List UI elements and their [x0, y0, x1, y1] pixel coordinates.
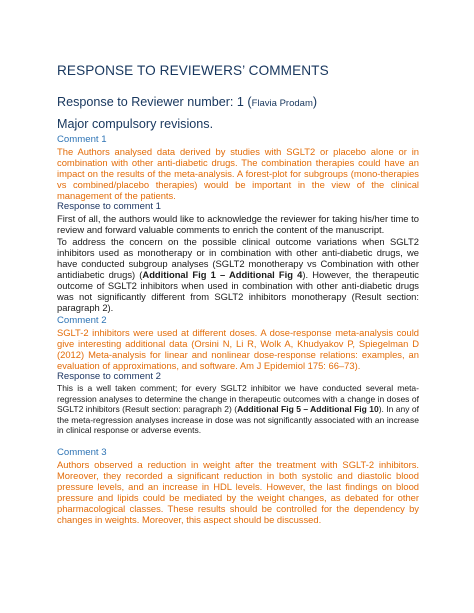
comment-1-label: Comment 1	[57, 134, 107, 145]
comment-3-label: Comment 3	[57, 447, 107, 458]
response-2-text-a: This is a well taken comment; for every SGLT2 inhibitor we have conducted several meta-regression analyses to determine the change in therapeutic outcomes with a change in doses of SGLT2 inhibitors (Result section: paragraph 2) (	[57, 383, 419, 415]
response-1-figure-ref: Additional Fig 1 – Additional Fig 4	[142, 269, 303, 281]
response-1-label: Response to comment 1	[57, 201, 161, 212]
comment-3-text: Authors observed a reduction in weight after the treatment with SGLT-2 inhibitors. Moreover, they recorded a significant reduction in both systolic and diastolic blood pressure levels, and an increase in HDL levels. However, the last findings on blood pressure and lipids could be mediated by the weight changes, as debated for other pharmacological classes. These results should be controlled for the dependency by changes in weights. Moreover, this aspect should be discussed.	[57, 459, 419, 526]
reviewer-heading-close: )	[312, 95, 318, 109]
comment-2-label: Comment 2	[57, 315, 107, 326]
reviewer-heading-text: Response to Reviewer number: 1 (	[57, 95, 252, 109]
reviewer-heading	[57, 95, 419, 109]
response-2-figure-ref: Additional Fig 5 – Additional Fig 10	[237, 404, 379, 415]
response-1-paragraph-2	[57, 236, 419, 313]
response-2-text-b: ). In any of the meta-regression analyses increase in dose was not significantly associated with an increase in clinical response or adverse events.	[57, 404, 419, 436]
response-1-paragraph-2-b: ). However, the therapeutic outcome of SGLT2 inhibitors when used in combination with other anti-diabetic drugs was not significantly different from SGLT2 inhibitors monotherapy (Result section: paragraph 2).	[57, 269, 419, 314]
section-heading: Major compulsory revisions.	[57, 117, 214, 131]
reviewer-name: Flavia Prodam	[251, 98, 313, 109]
response-1-paragraph-2-a: To address the concern on the possible clinical outcome variations when SGLT2 inhibitors used as monotherapy or in combination with other anti-diabetic drugs, we have conducted subgroup analyses (SGLT2 monotherapy vs Combination with other antidiabetic drugs) (	[57, 236, 419, 281]
response-1-paragraph-1: First of all, the authors would like to acknowledge the reviewer for taking his/her time to review and forward valuable comments to enrich the content of the manuscript.	[57, 213, 419, 236]
page-title: RESPONSE TO REVIEWERS’ COMMENTS	[57, 63, 329, 78]
comment-1-text: The Authors analysed data derived by studies with SGLT2 or placebo alone or in combination with other anti-diabetic drugs. The combination therapies could have an impact on the results of the meta-analysis. A forest-plot for subgroups (mono-therapies vs combined/placebo therapies) would be important in the view of the clinical management of the patients.	[57, 146, 419, 202]
comment-2-text: SGLT-2 inhibitors were used at different doses. A dose-response meta-analysis could give interesting additional data (Orsini N, Li R, Wolk A, Khudyakov P, Spiegelman D (2012) Meta-analysis for linear and nonlinear dose-response relations: examples, an evaluation of approximations, and software. Am J Epidemiol 175: 66–73).	[57, 327, 419, 372]
response-2-text	[57, 383, 419, 436]
response-2-label: Response to comment 2	[57, 371, 161, 382]
